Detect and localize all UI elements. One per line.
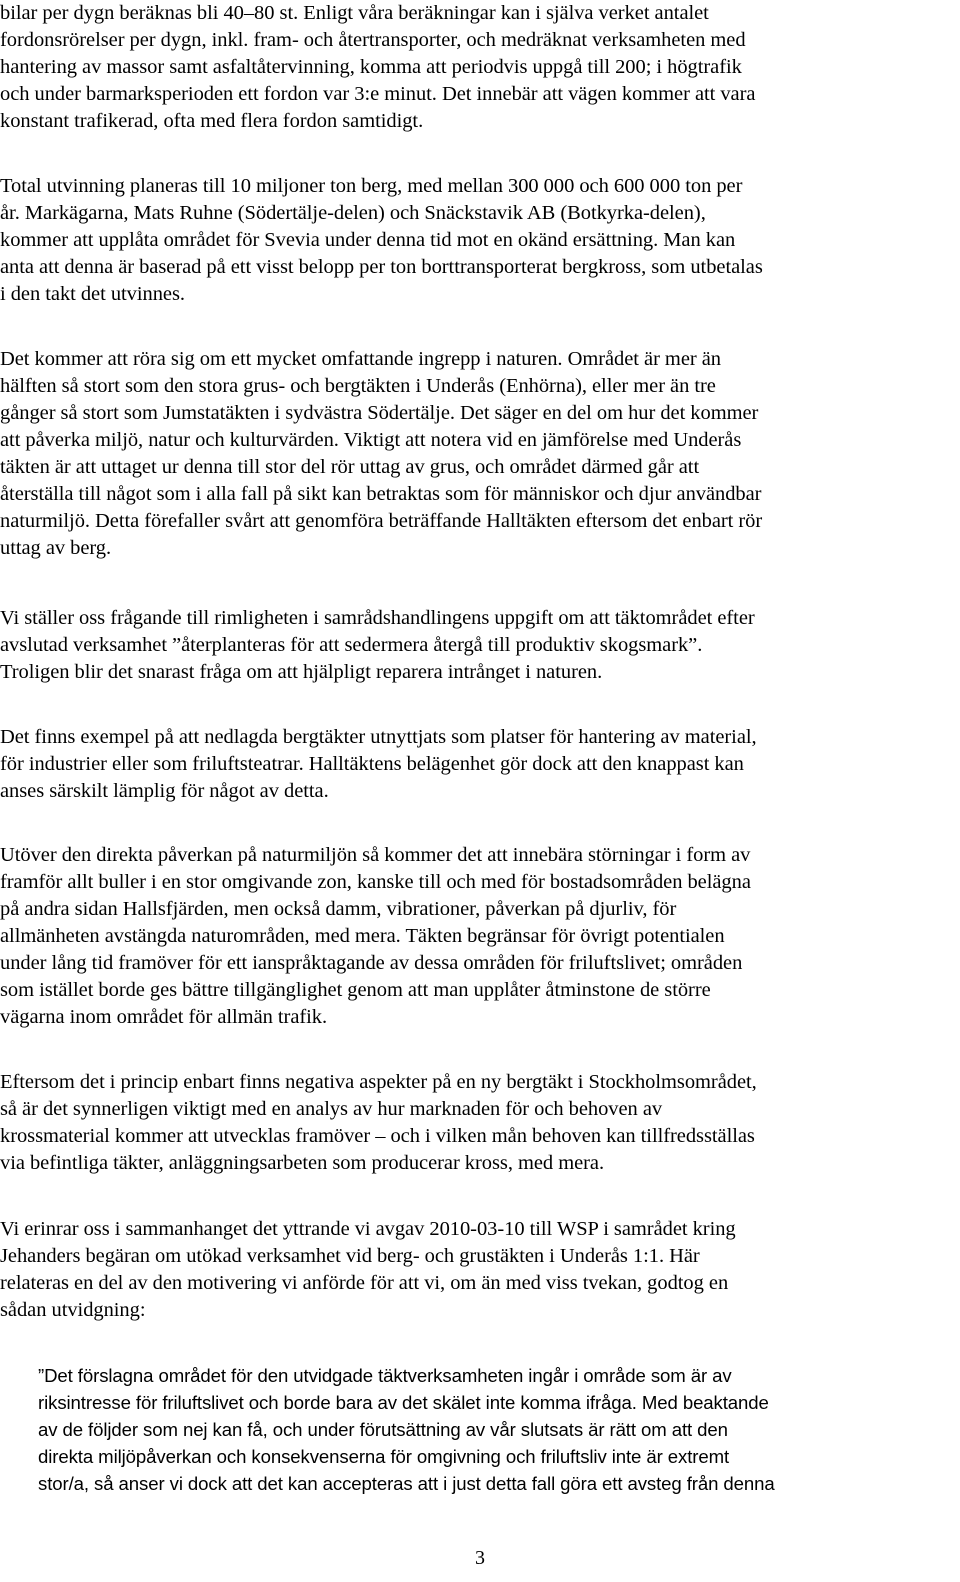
text-line: gånger så stort som Jumstatäkten i sydvästra Södertälje. Det säger en del om hur det kommer — [0, 402, 759, 424]
text-line: år. Markägarna, Mats Ruhne (Södertälje-delen) och Snäckstavik AB (Botkyrka-delen), — [0, 202, 706, 224]
paragraph-intervention — [0, 346, 960, 562]
text-line: fordonsrörelser per dygn, inkl. fram- och återtransporter, och medräknat verksamheten med — [0, 29, 746, 51]
text-line: allmänheten avstängda naturområden, med mera. Täkten begränsar för övrigt potentialen — [0, 925, 725, 947]
quote-line: riksintresse för friluftslivet och borde bara av det skälet inte komma ifråga. Med beaktande — [38, 1392, 769, 1413]
text-line: Utöver den direkta påverkan på naturmiljön så kommer det att innebära störningar i form av — [0, 844, 751, 866]
block-quote — [38, 1362, 960, 1497]
text-line: konstant trafikerad, ofta med flera fordon samtidigt. — [0, 110, 424, 132]
text-line: Det finns exempel på att nedlagda bergtäkter utnyttjats som platser för hantering av material, — [0, 726, 757, 748]
text-line: anses särskilt lämplig för något av detta. — [0, 780, 329, 802]
quote-line: direkta miljöpåverkan och konsekvenserna för omgivning och friluftsliv inte är extremt — [38, 1446, 730, 1467]
text-line: återställa till något som i alla fall på sikt kan betraktas som för människor och djur användbar — [0, 483, 762, 505]
text-line: Total utvinning planeras till 10 miljoner ton berg, med mellan 300 000 och 600 000 ton per — [0, 175, 743, 197]
text-line: naturmiljö. Detta förefaller svårt att genomföra beträffande Halltäkten eftersom det enbart rör — [0, 510, 763, 532]
text-line: som istället borde ges bättre tillgänglighet genom att man upplåter åtminstone de större — [0, 979, 711, 1001]
text-line: vägarna inom området för allmän trafik. — [0, 1006, 328, 1028]
text-line: Eftersom det i princip enbart finns negativa aspekter på en ny bergtäkt i Stockholmsområdet, — [0, 1071, 757, 1093]
text-line: sådan utvidgning: — [0, 1299, 146, 1321]
text-line: på andra sidan Hallsfjärden, men också damm, vibrationer, påverkan på djurliv, för — [0, 898, 677, 920]
text-line: uttag av berg. — [0, 537, 112, 559]
text-line: anta att denna är baserad på ett visst belopp per ton borttransporterat bergkross, som utbetalas — [0, 256, 763, 278]
text-line: via befintliga täkter, anläggningsarbeten som producerar kross, med mera. — [0, 1152, 605, 1174]
text-line: relateras en del av den motivering vi anförde för att vi, om än med viss tvekan, godtog en — [0, 1272, 729, 1294]
text-line: bilar per dygn beräknas bli 40–80 st. Enligt våra beräkningar kan i själva verket antalet — [0, 2, 709, 24]
paragraph-replanting — [0, 605, 960, 686]
quote-line: stor/a, så anser vi dock att det kan accepteras att i just detta fall göra ett avsteg från denna — [38, 1473, 775, 1494]
text-line: och under barmarksperioden ett fordon var 3:e minut. Det innebär att vägen kommer att vara — [0, 83, 756, 105]
text-line: avslutad verksamhet ”återplanteras för att sedermera återgå till produktiv skogsmark”. — [0, 634, 703, 656]
text-line: under lång tid framöver för ett ianspråktagande av dessa områden för friluftslivet; områden — [0, 952, 743, 974]
quote-line: av de följder som nej kan få, och under förutsättning av vår slutsats är rätt om att den — [38, 1419, 728, 1440]
text-line: Det kommer att röra sig om ett mycket omfattande ingrepp i naturen. Området är mer än — [0, 348, 721, 370]
text-line: att påverka miljö, natur och kulturvärden. Viktigt att notera vid en jämförelse med Underås — [0, 429, 742, 451]
text-line: så är det synnerligen viktigt med en analys av hur marknaden för och behoven av — [0, 1098, 663, 1120]
quote-line: ”Det förslagna området för den utvidgade täktverksamheten ingår i område som är av — [38, 1365, 732, 1386]
paragraph-extraction — [0, 173, 960, 308]
page-number: 3 — [475, 1547, 485, 1569]
paragraph-previous-statement — [0, 1216, 960, 1324]
text-line: hälften så stort som den stora grus- och bergtäkten i Underås (Enhörna), eller mer än tre — [0, 375, 716, 397]
text-line: Troligen blir det snarast fråga om att hjälpligt reparera intrånget i naturen. — [0, 661, 603, 683]
paragraph-reuse-examples — [0, 724, 960, 805]
text-line: Jehanders begäran om utökad verksamhet vid berg- och grustäkten i Underås 1:1. Här — [0, 1245, 700, 1267]
text-line: Vi ställer oss frågande till rimligheten i samrådshandlingens uppgift om att täktområdet efter — [0, 607, 755, 629]
text-line: i den takt det utvinnes. — [0, 283, 185, 305]
text-line: framför allt buller i en stor omgivande zon, kanske till och med för bostadsområden belägna — [0, 871, 751, 893]
paragraph-market-analysis — [0, 1069, 960, 1177]
text-line: krossmaterial kommer att utvecklas framöver – och i vilken mån behoven kan tillfredsställas — [0, 1125, 755, 1147]
paragraph-disturbances — [0, 842, 960, 1031]
text-line: kommer att upplåta området för Svevia under denna tid mot en okänd ersättning. Man kan — [0, 229, 736, 251]
paragraph-traffic — [0, 0, 960, 135]
text-line: Vi erinrar oss i sammanhanget det yttrande vi avgav 2010-03-10 till WSP i samrådet kring — [0, 1218, 736, 1240]
text-line: för industrier eller som friluftsteatrar. Halltäktens belägenhet gör dock att den knappast kan — [0, 753, 744, 775]
text-line: täkten är att uttaget ur denna till stor del rör uttag av grus, och området därmed går att — [0, 456, 700, 478]
text-line: hantering av massor samt asfaltåtervinning, komma att periodvis uppgå till 200; i högtrafik — [0, 56, 742, 78]
